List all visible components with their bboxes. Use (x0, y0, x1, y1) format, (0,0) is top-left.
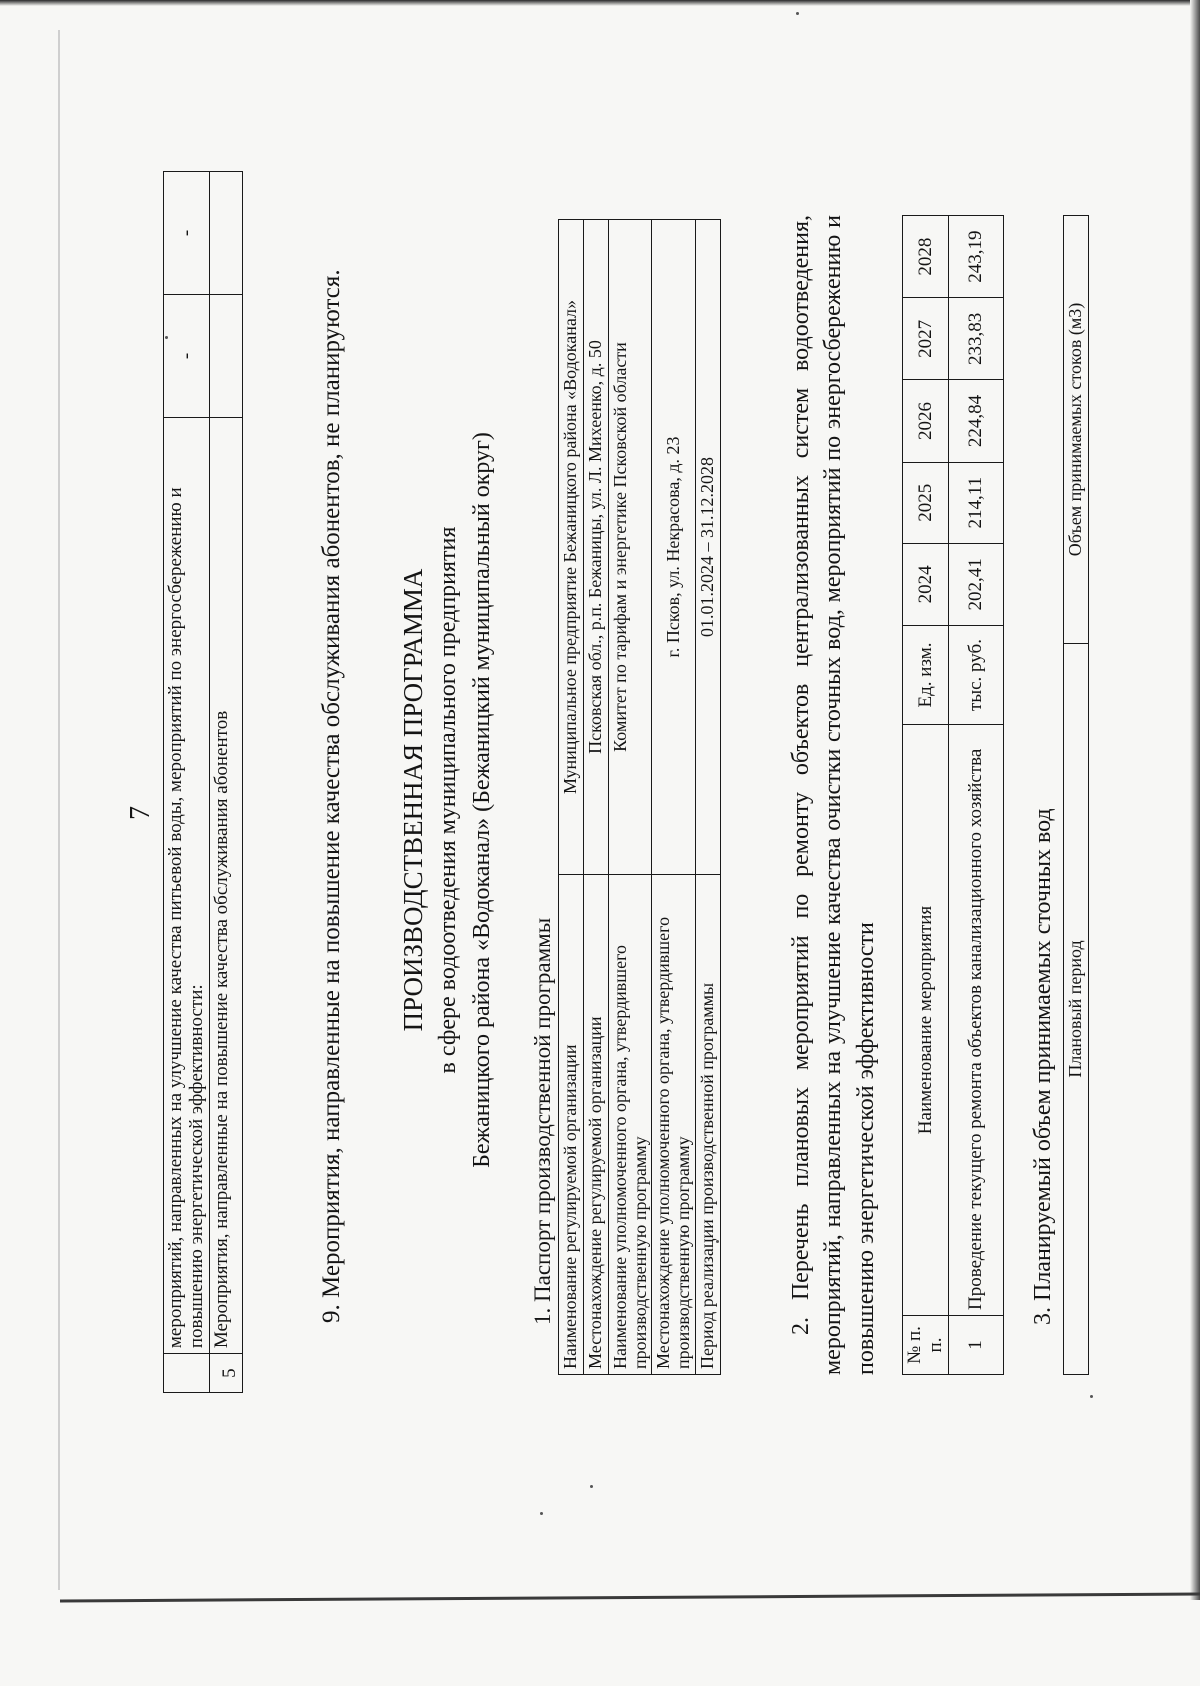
row-unit: тыс. руб. (948, 626, 1003, 725)
header-unit: Ед. изм. (903, 626, 949, 725)
row-value: 214,11 (948, 462, 1003, 543)
scan-top-edge (0, 0, 1200, 6)
table-row (559, 220, 584, 1375)
header-year: 2025 (903, 462, 949, 543)
program-title: ПРОИЗВОДСТВЕННАЯ ПРОГРАММА (398, 568, 428, 1032)
passport-label: Наименование регулируемой организации (559, 875, 584, 1375)
row-number-cell: 5 (209, 1354, 242, 1393)
header-year: 2024 (903, 543, 949, 625)
table-row (695, 220, 720, 1375)
header-year: 2027 (903, 298, 949, 380)
passport-value: Муниципальное предприятие Бежаницкого района «Водоканал» (559, 220, 584, 875)
row-value: 224,84 (948, 380, 1003, 462)
row-value: 243,19 (948, 216, 1003, 298)
table-row (209, 172, 242, 1393)
header-name: Наименование мероприятия (903, 725, 949, 1316)
passport-label: Период реализации производственной программы (695, 875, 720, 1375)
volume-amount-header: Объем принимаемых стоков (м3) (1064, 216, 1089, 644)
passport-heading: 1. Паспорт производственной программы (530, 917, 555, 1325)
passport-label: Местонахождение регулируемой организации (584, 875, 609, 1375)
events-table (902, 215, 1004, 1375)
document-page (20, 67, 1085, 1533)
row-number-cell (164, 1354, 210, 1393)
table-header-row (903, 216, 949, 1375)
passport-label: Местонахождение уполномоченного органа, утвердившего производственную программу (652, 875, 695, 1375)
header-year: 2028 (903, 216, 949, 298)
table-row (609, 220, 652, 1375)
table-row (164, 172, 210, 1393)
table-row (948, 216, 1003, 1375)
row-value: 233,83 (948, 298, 1003, 380)
header-year: 2026 (903, 380, 949, 462)
continued-measures-table (163, 171, 243, 1393)
row-event-name: Проведение текущего ремонта объектов канализационного хозяйства (948, 725, 1003, 1316)
table-row (652, 220, 695, 1375)
volume-table (1063, 215, 1089, 1375)
passport-value: 01.01.2024 – 31.12.2028 (695, 220, 720, 875)
scan-bottom-edge (60, 1593, 1200, 1603)
volume-period-header: Плановый период (1064, 644, 1089, 1375)
passport-value: г. Псков, ул. Некрасова, д. 23 (652, 220, 695, 875)
row-value-cell (209, 294, 242, 417)
program-subtitle: в сфере водоотведения муниципального предприятия (435, 526, 461, 1074)
page-number: 7 (125, 806, 156, 820)
events-heading: 2. Перечень плановых мероприятий по ремонту объектов централизованных систем водоотведения, мероприятий, направленных на улучшение качества очистки сточных вод, мероприятий по энергосбережению и повышению энергетической эффективности (788, 215, 879, 1375)
row-value-cell (209, 172, 242, 295)
volume-heading: 3. Планируемый объем принимаемых сточных вод (1030, 808, 1056, 1325)
passport-value: Комитет по тарифам и энергетике Псковской области (609, 220, 652, 875)
row-text-cell: мероприятий, направленных на улучшение качества питьевой воды, мероприятий по энергосбережению и повышению энергетической эффективности: (164, 417, 210, 1353)
scan-right-edge (1190, 0, 1200, 1600)
row-number: 1 (948, 1316, 1003, 1375)
scan-speck (796, 12, 799, 15)
table-header-row (1064, 216, 1089, 1375)
header-number: № п. п. (903, 1316, 949, 1375)
passport-table (558, 219, 721, 1375)
program-organization: Бежаницкого района «Водоканал» (Бежаницкий муниципальный округ) (469, 432, 495, 1168)
scan-speck (1090, 1395, 1093, 1398)
passport-label: Наименование уполномоченного органа, утвердившего производственную программу (609, 875, 652, 1375)
passport-value: Псковская обл., р.п. Бежаницы, ул. Л. Михеенко, д. 50 (584, 220, 609, 875)
row-value-cell: - (164, 172, 210, 295)
row-text-cell: Мероприятия, направленные на повышение качества обслуживания абонентов (209, 417, 242, 1353)
row-value-cell: - (164, 294, 210, 417)
row-value: 202,41 (948, 543, 1003, 625)
table-row (584, 220, 609, 1375)
section-9-text: 9. Мероприятия, направленные на повышение качества обслуживания абонентов, не планируются. (318, 269, 345, 1323)
